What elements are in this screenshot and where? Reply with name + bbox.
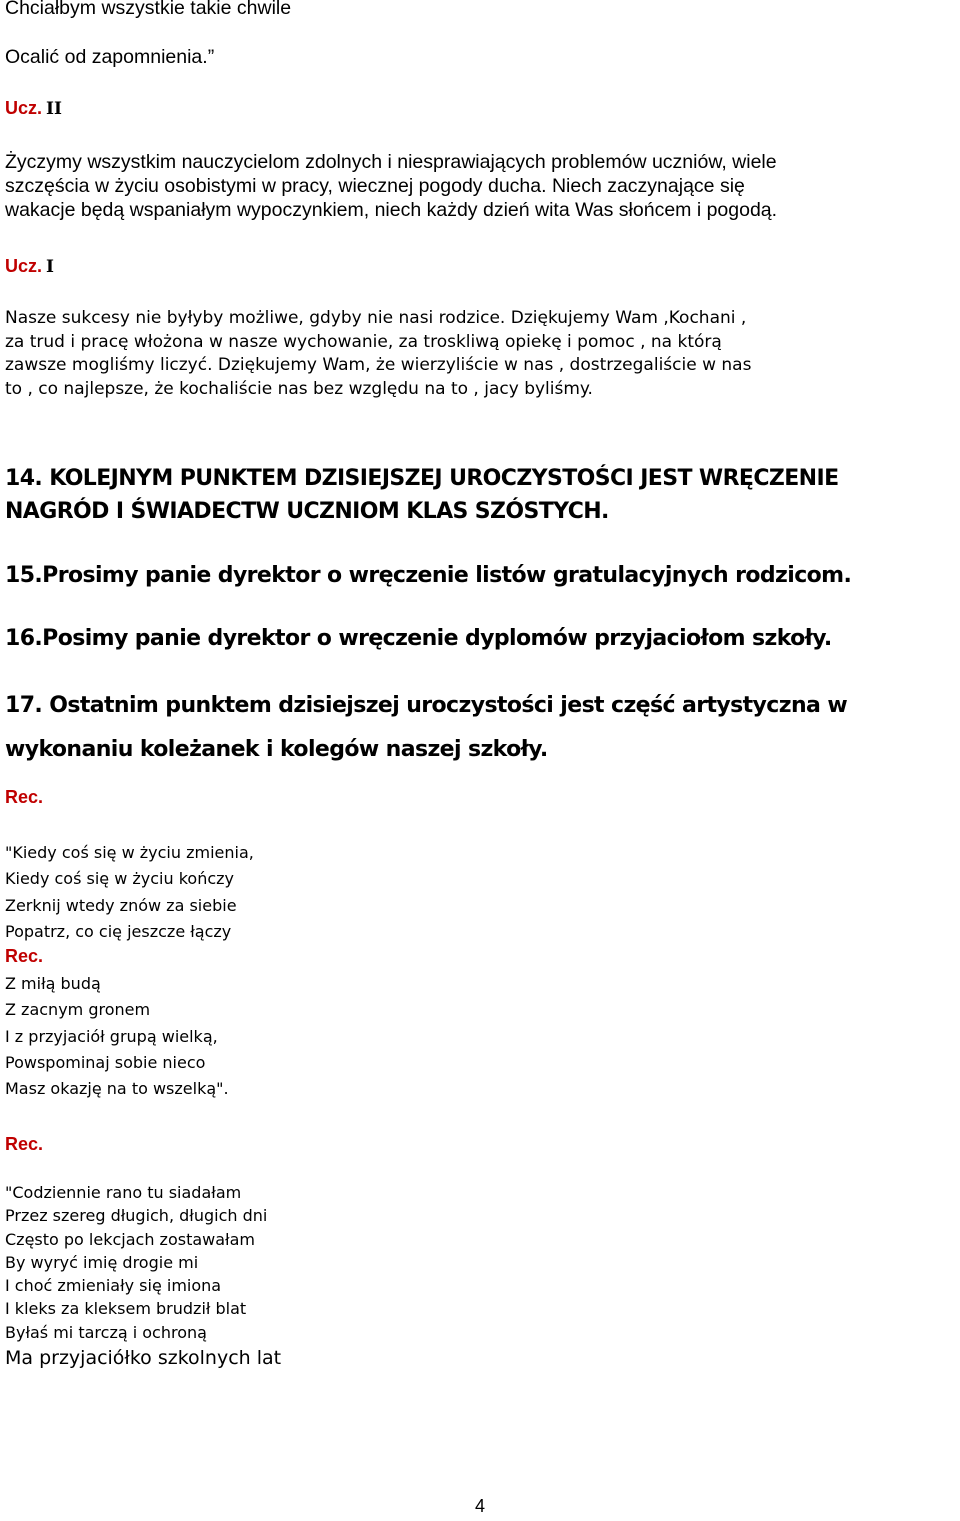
paragraph-line: Życzymy wszystkim nauczycielom zdolnych i niesprawiających problemów uczniów, wiele xyxy=(5,151,777,173)
reciter-label: Rec. xyxy=(5,1134,44,1154)
paragraph-line: Nasze sukcesy nie byłyby możliwe, gdyby nie nasi rodzice. Dziękujemy Wam ,Kochani , xyxy=(5,308,747,328)
poem-line: Masz okazję na to wszelką". xyxy=(5,1079,229,1099)
poem-line: Powspominaj sobie nieco xyxy=(5,1052,206,1072)
point-16-heading: 16.Posimy panie dyrektor o wręczenie dyplomów przyjaciołom szkoły. xyxy=(5,626,832,651)
poem-line: Byłaś mi tarczą i ochroną xyxy=(5,1322,207,1342)
speaker-number: I xyxy=(46,257,54,277)
paragraph-line: za trud i pracę włożona w nasze wychowanie, za troskliwą opiekę i pomoc , na którą xyxy=(5,331,722,352)
heading-line: NAGRÓD I ŚWIADECTW UCZNIOM KLAS SZÓSTYCH. xyxy=(5,499,609,524)
poem-1-stanza-1 xyxy=(5,840,254,945)
intro-line-2: Ocalić od zapomnienia.” xyxy=(5,46,215,68)
reciter-label: Rec. xyxy=(5,787,44,807)
reciter-label: Rec. xyxy=(5,946,44,966)
speaker-heading-ucz-2 xyxy=(5,98,62,119)
paragraph-line: zawsze mogliśmy liczyć. Dziękujemy Wam, że wierzyliście w nas , dostrzegaliście w nas xyxy=(5,355,752,375)
poem-line: Przez szereg długich, długich dni xyxy=(5,1206,268,1226)
poem-line: I kleks za kleksem brudził blat xyxy=(5,1299,247,1319)
poem-line: Ma przyjaciółko szkolnych lat xyxy=(5,1347,282,1370)
poem-line: Kiedy coś się w życiu kończy xyxy=(5,869,235,889)
poem-line: Popatrz, co cię jeszcze łączy xyxy=(5,921,232,941)
intro-line-1: Chciałbym wszystkie takie chwile xyxy=(5,0,292,19)
heading-line: 14. KOLEJNYM PUNKTEM DZISIEJSZEJ UROCZYSTOŚCI JEST WRĘCZENIE xyxy=(5,466,839,491)
poem-line: By wyryć imię drogie mi xyxy=(5,1252,199,1272)
paragraph-line: wakacje będą wspaniałym wypoczynkiem, niech każdy dzień wita Was słońcem i pogodą. xyxy=(5,199,778,221)
poem-line: "Codziennie rano tu siadałam xyxy=(5,1183,242,1202)
speaker-label: Ucz. xyxy=(5,256,43,276)
speaker-label: Ucz. xyxy=(5,98,43,118)
poem-line: Zerknij wtedy znów za siebie xyxy=(5,895,237,915)
poem-1-stanza-2 xyxy=(5,971,229,1102)
teachers-wishes-paragraph xyxy=(5,150,777,222)
poem-2 xyxy=(5,1181,281,1372)
speaker-heading-ucz-1 xyxy=(5,256,54,277)
intro-verse xyxy=(5,0,291,69)
point-17-heading xyxy=(5,684,847,772)
page-number: 4 xyxy=(474,1496,485,1516)
heading-line: 17. Ostatnim punktem dzisiejszej uroczystości jest część artystyczna w xyxy=(5,693,848,718)
poem-line: I choć zmieniały się imiona xyxy=(5,1276,222,1296)
poem-line: "Kiedy coś się w życiu zmienia, xyxy=(5,843,254,862)
paragraph-line: to , co najlepsze, że kochaliście nas bez względu na to , jacy byliśmy. xyxy=(5,378,593,399)
poem-line: Z zacnym gronem xyxy=(5,1000,151,1020)
poem-line: I z przyjaciół grupą wielką, xyxy=(5,1026,218,1046)
poem-line: Z miłą budą xyxy=(5,974,101,993)
speaker-number: II xyxy=(46,99,62,119)
poem-line: Często po lekcjach zostawałam xyxy=(5,1229,255,1249)
heading-line: wykonaniu koleżanek i kolegów naszej szkoły. xyxy=(5,737,548,762)
point-14-heading xyxy=(5,462,839,528)
point-15-heading: 15.Prosimy panie dyrektor o wręczenie listów gratulacyjnych rodzicom. xyxy=(5,563,852,588)
paragraph-line: szczęścia w życiu osobistymi w pracy, wiecznej pogody ducha. Niech zaczynające się xyxy=(5,175,745,197)
parents-thanks-paragraph xyxy=(5,307,751,401)
